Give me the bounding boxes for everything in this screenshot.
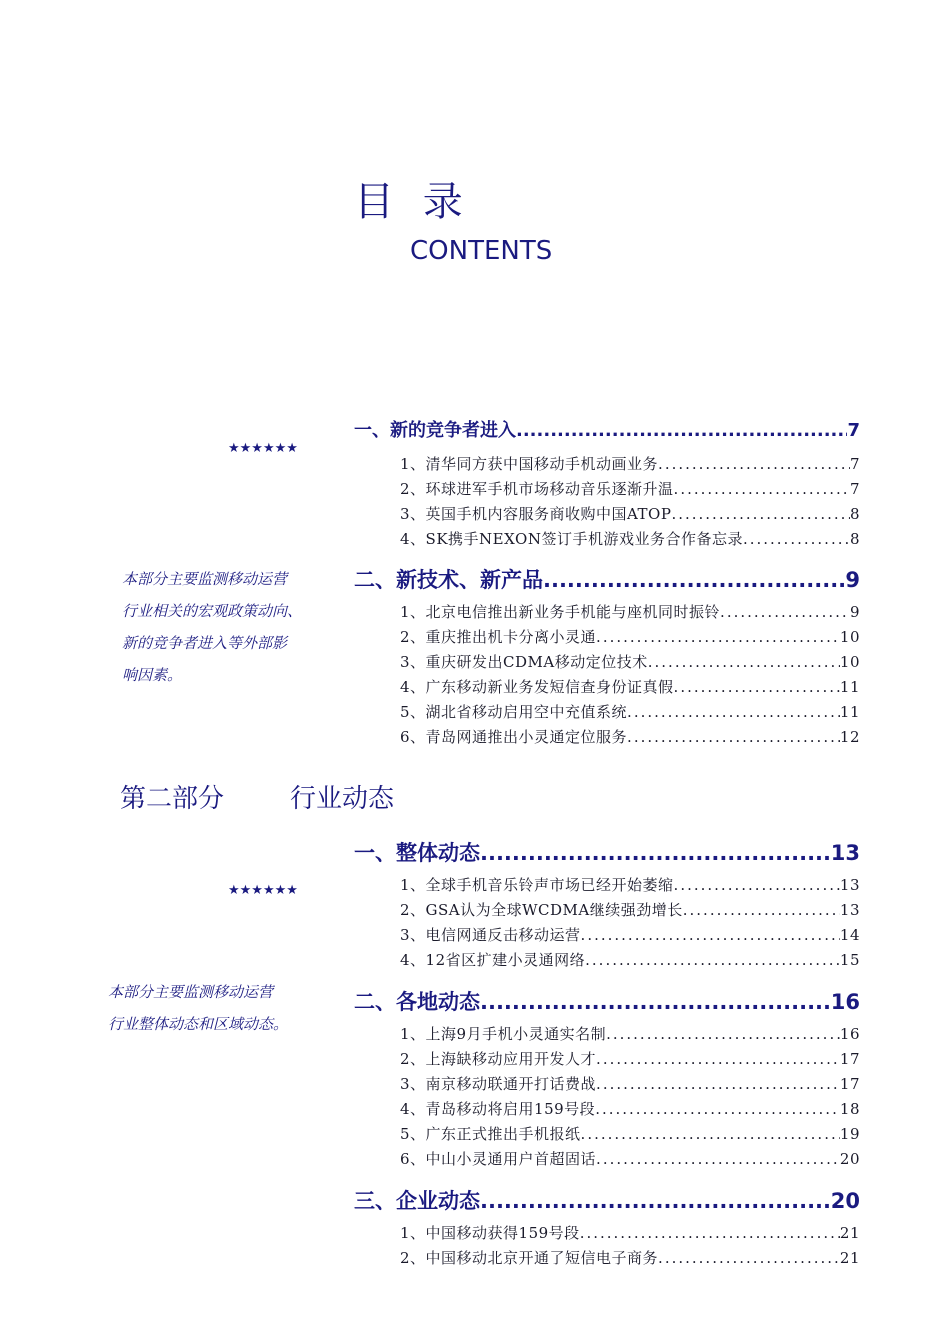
part2-note: [108, 976, 288, 1040]
part1-note-line: 行业相关的宏观政策动向、: [122, 602, 303, 620]
part2-note-line: 本部分主要监测移动运营: [108, 983, 274, 1001]
toc-item[interactable]: 2、中国移动北京开通了短信电子商务 ..... 21: [400, 1247, 860, 1272]
rating-stars-2: ★★★★★★: [228, 883, 298, 898]
toc-heading[interactable]: 一、新的竞争者进入 ..... 7: [354, 416, 860, 446]
toc-item[interactable]: 2、重庆推出机卡分离小灵通 ..... 10: [400, 626, 860, 651]
toc-page-number: 7: [847, 420, 860, 441]
part2-name: 行业动态: [290, 784, 395, 814]
part2-title: [120, 778, 394, 815]
toc-item[interactable]: 4、广东移动新业务发短信查身份证真假 ..... 11: [400, 676, 860, 701]
toc-item[interactable]: 1、上海9月手机小灵通实名制 ..... 16: [400, 1023, 860, 1048]
page-subtitle: CONTENTS: [410, 236, 553, 266]
toc-item[interactable]: 4、12省区扩建小灵通网络 ..... 15: [400, 949, 860, 974]
page-title: 目 录: [354, 179, 471, 225]
rating-stars-1: ★★★★★★: [228, 441, 298, 456]
toc-page-number: 9: [845, 568, 860, 592]
toc-item[interactable]: 3、重庆研发出CDMA移动定位技术 ..... 10: [400, 651, 860, 676]
toc-item[interactable]: 6、青岛网通推出小灵通定位服务 ..... 12: [400, 726, 860, 751]
toc-heading[interactable]: 二、新技术、新产品 ..... 9: [354, 564, 860, 598]
toc-item[interactable]: 1、全球手机音乐铃声市场已经开始萎缩 ..... 13: [400, 874, 860, 899]
part1-note-line: 新的竞争者进入等外部影: [122, 634, 288, 652]
toc-item[interactable]: 6、中山小灵通用户首超固话 ..... 20: [400, 1148, 860, 1173]
toc-item[interactable]: 3、南京移动联通开打话费战 ..... 17: [400, 1073, 860, 1098]
toc-item[interactable]: 2、环球进军手机市场移动音乐逐渐升温 ..... 7: [400, 478, 860, 503]
toc-heading[interactable]: 三、企业动态 ..... 20: [354, 1185, 860, 1219]
toc-section-5: [354, 1185, 860, 1272]
toc-item[interactable]: 5、湖北省移动启用空中充值系统 ..... 11: [400, 701, 860, 726]
toc-item[interactable]: 4、SK携手NEXON签订手机游戏业务合作备忘录 ..... 8: [400, 528, 860, 553]
part1-note: [122, 563, 302, 691]
toc-item[interactable]: 1、北京电信推出新业务手机能与座机同时振铃 ..... 9: [400, 601, 860, 626]
toc-item[interactable]: 2、上海缺移动应用开发人才 ..... 17: [400, 1048, 860, 1073]
toc-item[interactable]: 3、电信网通反击移动运营 ..... 14: [400, 924, 860, 949]
toc-heading[interactable]: 二、各地动态 ..... 16: [354, 986, 860, 1020]
part1-note-line: 本部分主要监测移动运营: [122, 570, 288, 588]
toc-item[interactable]: 2、GSA认为全球WCDMA继续强劲增长 ..... 13: [400, 899, 860, 924]
part2-note-line: 行业整体动态和区域动态。: [108, 1015, 289, 1033]
toc-section-2: [354, 564, 860, 751]
part2-label: 第二部分: [120, 784, 225, 814]
toc-item[interactable]: 3、英国手机内容服务商收购中国ATOP ..... 8: [400, 503, 860, 528]
toc-page-number: 13: [830, 841, 860, 865]
toc-section-3: [354, 837, 860, 974]
toc-item[interactable]: 1、中国移动获得159号段 ..... 21: [400, 1222, 860, 1247]
toc-item[interactable]: 1、清华同方获中国移动手机动画业务 ..... 7: [400, 453, 860, 478]
toc-item[interactable]: 5、广东正式推出手机报纸 ..... 19: [400, 1123, 860, 1148]
part1-note-line: 响因素。: [122, 666, 183, 684]
toc-section-4: [354, 986, 860, 1173]
toc-section-1: [354, 416, 860, 553]
toc-page-number: 20: [830, 1189, 860, 1213]
toc-heading[interactable]: 一、整体动态 ..... 13: [354, 837, 860, 871]
toc-page-number: 16: [830, 990, 860, 1014]
toc-item[interactable]: 4、青岛移动将启用159号段 ..... 18: [400, 1098, 860, 1123]
